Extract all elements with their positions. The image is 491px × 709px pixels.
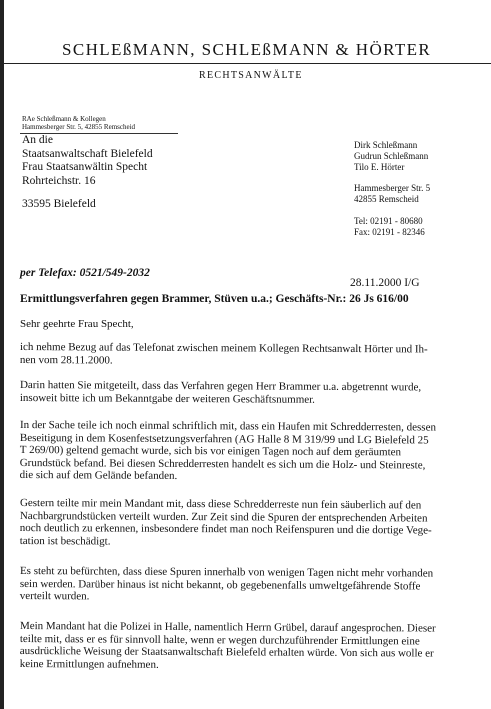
letterhead-subtitle: RECHTSANWÄLTE: [199, 70, 303, 81]
letter-subject: Ermittlungsverfahren gegen Brammer, Stüven u.a.; Geschäfts-Nr.: 26 Js 616/00: [20, 293, 409, 305]
firm-street: Hammesberger Str. 5: [354, 183, 431, 194]
sender-line-1: RAe Schleßmann & Kollegen: [22, 115, 106, 123]
firm-tel: Tel: 02191 - 80680: [354, 215, 423, 226]
body-line: sein werden. Darüber hinaus ist nicht bekannt, ob gegebenenfalls umweltgefährende Stoffe: [19, 577, 421, 593]
body-paragraph: [20, 565, 480, 606]
body-line: ausdrückliche Weisung der Staatsanwaltschaft Bielefeld erhalten würde. Von sich aus wolle er: [19, 645, 434, 660]
letterhead-firm-name: SCHLEßMANN, SCHLEßMANN & HÖRTER: [62, 40, 432, 59]
fax-line: per Telefax: 0521/549-2032: [20, 267, 150, 279]
body-line: nen vom 28.11.2000.: [19, 353, 113, 367]
body-line: tation ist beschädigt.: [19, 534, 111, 548]
body-paragraph: [20, 341, 480, 369]
body-paragraph: [20, 379, 480, 407]
body-paragraph: [20, 620, 480, 673]
body-line: Grundstück befand. Bei diesen Schredderresten handelt es sich um die Holz- und Steinreste,: [19, 456, 426, 472]
lawyer-name: Gudrun Schleßmann: [354, 150, 429, 161]
recipient-line: Staatsanwaltschaft Bielefeld: [22, 147, 153, 160]
body-line: Mein Mandant hat die Polizei in Halle, namentlich Herrn Grübel, darauf angesprochen. Dieser: [19, 620, 436, 635]
body-line: Gestern teilte mir mein Mandant mit, dass diese Schredderreste nun fein säuberlich auf den: [19, 497, 422, 512]
salutation: Sehr geehrte Frau Specht,: [20, 318, 134, 330]
body-line: ich nehme Bezug auf das Telefonat zwischen meinem Kollegen Rechtsanwalt Hörter und Ih-: [19, 341, 428, 356]
sender-line: [22, 115, 135, 131]
letter-date: 28.11.2000 I/G: [350, 277, 420, 289]
recipient-line: Rohrteichstr. 16: [22, 174, 96, 187]
letterhead-rule: [0, 63, 491, 64]
body-line: die sich auf dem Gelände befanden.: [19, 469, 178, 483]
lawyer-name: Tilo E. Hörter: [354, 161, 405, 172]
body-line: teilte mit, dass er es für sinnvoll halte, wenn er wegen durchzuführender Ermittlungen eine: [19, 632, 420, 648]
body-line: verteilt wurden.: [19, 590, 90, 603]
body-line: Nachbargrundstücken verteilt wurden. Zur Zeit sind die Spuren der entsprechenden Arbeiten: [19, 509, 428, 525]
body-paragraph: [20, 497, 480, 550]
scan-edge: [0, 0, 4, 709]
lawyer-name: Dirk Schleßmann: [354, 140, 418, 150]
body-line: In der Sache teile ich noch einmal schriftlich mit, dass ein Haufen mit Schredderresten, dessen: [19, 419, 437, 434]
body-line: Beseitigung in dem Kosenfestsetzungsverfahren (AG Halle 8 M 319/99 und LG Bielefeld 25: [19, 431, 429, 447]
body-line: Darin hatten Sie mitgeteilt, dass das Verfahren gegen Herr Brammer u.a. abgetrennt wurde,: [19, 379, 422, 394]
body-line: T 269/00) geltend gemacht wurde, sich bis vor einigen Tagen noch auf dem geräumten: [19, 444, 402, 459]
firm-contacts: [354, 140, 430, 238]
body-line: noch deutlich zu erkennen, insbesondere findet man noch Reifenspuren und die dortige Vege-: [19, 522, 432, 537]
recipient-line: An die: [22, 134, 53, 146]
body-paragraph: [20, 419, 480, 485]
sender-line-2: Hammesberger Str. 5, 42855 Remscheid: [22, 123, 136, 131]
body-line: Es steht zu befürchten, dass diese Spuren innerhalb von wenigen Tagen nicht mehr vorhanden: [19, 565, 434, 580]
firm-city: 42855 Remscheid: [354, 194, 419, 205]
recipient-city: 33595 Bielefeld: [22, 198, 96, 211]
body-line: insoweit bitte ich um Bekanntgabe der weiteren Geschäftsnummer.: [19, 391, 315, 406]
recipient-line: Frau Staatsanwältin Specht: [22, 161, 148, 174]
recipient-address: [22, 134, 153, 212]
firm-fax: Fax: 02191 - 82346: [354, 226, 425, 237]
body-line: keine Ermittlungen aufnehmen.: [19, 657, 159, 671]
